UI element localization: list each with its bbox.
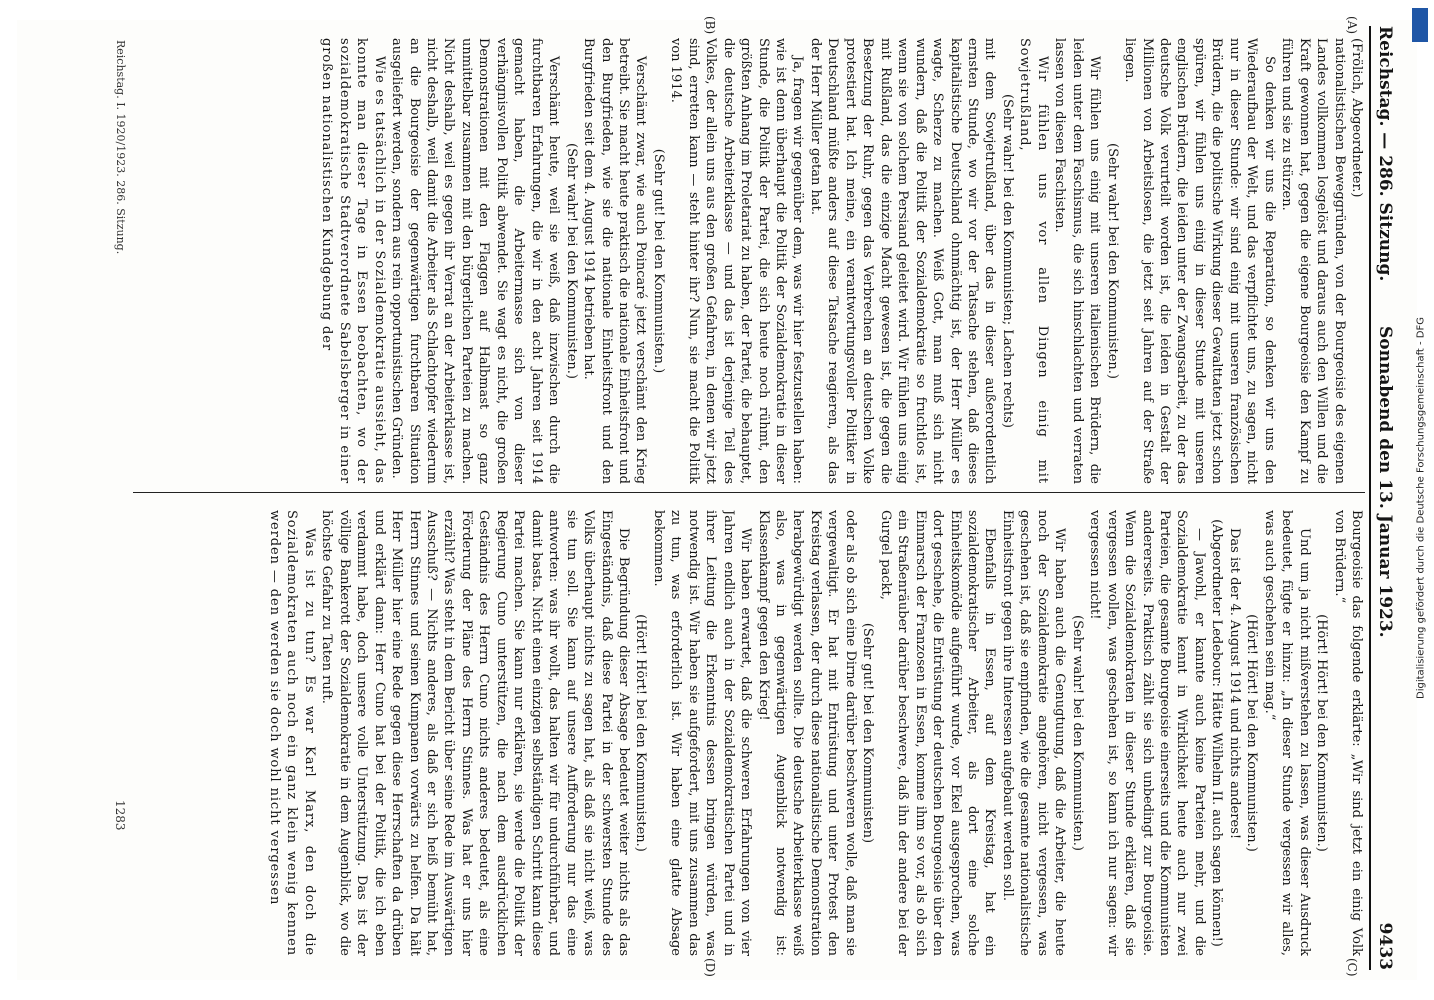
paragraph: Die Begründung dieser Absage bedeutet weiter nichts als das Eingeständnis, daß diese Partei in der schwersten Stunde des Volks überhaupt nichts zu sagen hat, als daß sie nicht weiß, was sie tun soll. Sie kann auf unsere Aufforderung nur das eine antworten: was ihr wollt, das halten wir für undurchführbar, und damit basta. Nicht einen einzigen selbständigen Schritt kann diese Partei machen. Sie kann nur erklären, sie werde die Politik der Regierung Cuno unterstützen, die nach dem ausdrücklichen Geständnis des Herrn Cuno nichts anderes bedeutet, als eine Förderung der Pläne des Herrn Stinnes. Was hat er uns hier erzählt? Was steht in dem Bericht über seine Rede im Auswärtigen Ausschuß? — Nichts anderes, als daß er sich heiß bemüht hat, Herrn Stinnes und seinen Kumpanen vorwärts zu helfen. Da hält Herr Müller hier eine Rede gegen diese Herrschaften da drüben und erklärt dann: Herr Cuno hat bei der Politik, die ich eben verdammt habe, doch unsere volle Unterstützung. Das ist der völlige Bankerott der Sozialdemokratie in dem Augenblick, wo die höchste Gefahr zu Taten ruft.	[319, 510, 631, 956]
interjection: (Hört! Hört! bei den Kommunisten.)	[1314, 614, 1330, 852]
page-number: 9433	[1375, 922, 1395, 970]
paragraph: Bourgeoisie das folgende erklärte: „Wir sind jetzt ein einig Volk von Brüdern.“	[1331, 510, 1364, 956]
footer-left: Reichstag. I. 1920/1923. 286. Sitzung.	[114, 40, 127, 255]
column-divider	[133, 492, 1365, 493]
interjection: (Sehr wahr! bei den Kommunisten.)	[1104, 143, 1120, 379]
paragraph: Verschämt zwar, wie auch Poincaré jetzt verschämt den Krieg betreibt. Sie macht heute praktisch die nationale Einheitsfront und den Burgfrieden, wie sie die nationale Einheitsfront und den Burgfrieden seit dem 4. August 1914 betrieben hat.	[581, 38, 649, 484]
paragraph: Wir fühlen uns einig mit unseren italienischen Brüdern, die leiden unter dem Faschismus, die sich hinschlachten und verraten lassen von diesen Faschisten.	[1052, 38, 1103, 484]
margin-marker-a: (A)	[1345, 16, 1359, 35]
interjection: (Hört! Hört! bei den Kommunisten.)	[633, 614, 649, 852]
margin-marker-b: (B)	[703, 16, 717, 35]
paragraph: (Frölich, Abgeordneter.)	[1349, 38, 1364, 198]
paragraph: Ja, fragen wir gegenüber dem, was wir hier festzustellen haben: wie ist denn überhaupt die Politik der Sozialdemokratie in dieser Stunde, die Politik der Partei, die sich heute noch rühmt, den größten Anhang im Proletariat zu haben, der Partei, die behauptet, die deutsche Arbeiterklasse — und das ist derjenige Teil des Volkes, der allein uns aus den großen Gefahren, in denen wir jetzt sind, erretten kann — steht hinter ihr? Nun, sie macht die Politik von 1914.	[668, 38, 806, 484]
paragraph: Wir haben erwartet, daß die schweren Erfahrungen von vier Jahren endlich auch in der Sozialdemokratischen Partei und in ihrer Leitung die Erkenntnis dessen bringen würden, was notwendig ist. Wir haben sie aufgefordert, mit uns zusammen das zu tun, was erforderlich ist. Wir haben eine glatte Absage bekommen.	[650, 510, 754, 956]
paragraph: mit dem Sowjetrußland, über das in dieser außerordentlich ernsten Stunde, wo wir vor der Tatsache stehen, daß dieses kapitalistische Deutschland ohnmächtig ist, der Herr Müller es wagte, Scherze zu machen. Weiß Gott, man muß sich nicht wundern, daß die Politik der Sozialdemokratie so fruchtlos ist, wenn sie von solchem Persiand geleitet wird. Wir fühlen uns einig mit Rußland, das die einzige Macht gewesen ist, die gegen die Besetzung der Ruhr, gegen das Verbrechen an deutschen Volke protestiert hat. Ich meine, ein verantwortungsvoller Politiker in Deutschland müßte anders auf diese Tatsache reagieren, als das der Herr Müller getan hat.	[807, 38, 998, 484]
paragraph: Wir fühlen uns vor allen Dingen einig mit Sowjetrußland,	[1017, 38, 1050, 484]
header-left: Reichstag. — 286. Sitzung.	[1375, 26, 1395, 282]
paragraph: Verschämt heute, weil sie weiß, daß inzwischen durch die furchtbaren Erfahrungen, die wir in den acht Jahren seit 1914 gemacht haben, die Arbeitermasse sich von dieser verhängnisvollen Politik abwendet. Sie wagt es nicht, die großen Demonstrationen mit den Flaggen auf Halbmast so ganz unmittelbar zusammen mit den bürgerlichen Parteien zu machen. Nicht deshalb, weil es gegen ihr Verrat an der Arbeiterklasse ist, nicht deshalb, weil damit die Arbeiter als Schlachtopfer wiederum an die Bourgeoisie der gegenwärtigen furchtbaren Situation ausgeliefert werden, sondern aus rein opportunistischen Gründen.	[389, 38, 562, 484]
margin-marker-d: (D)	[703, 958, 717, 977]
text-column-right	[133, 510, 1365, 956]
dfg-credit-text: Digitalisierung gefördert durch die Deutsche Forschungsgemeinschaft - DFG	[1415, 316, 1427, 700]
paragraph: Was ist zu tun? Es war Karl Marx, den doch die Sozialdemokraten auch noch ein ganz klein wenig kennen werden — den werden sie doch wohl nicht vergessen	[266, 510, 317, 956]
interjection: (Sehr gut! bei den Kommunisten.)	[650, 148, 666, 374]
paragraph: — Jawohl, er kannte auch keine Parteien mehr, und die Sozialdemokratie kennt in Wirklichkeit heute auch nur zwei Parteien, die gesamte Bourgeoisie einerseits und die Kommunisten andererseits. Praktisch zählt sie sich unbedingt zur Bourgeoisie. Wenn die Sozialdemokraten in dieser Stunde erklären, daß sie vergessen wollen, was geschehen ist, so kann ich nur sagen: wir vergessen nicht!	[1087, 510, 1207, 956]
dfg-sidebar	[1410, 8, 1432, 992]
interjection: (Abgeordneter Ledebour: Hätte Wilhelm II. auch sagen können!)	[1209, 519, 1225, 947]
footer-page-number: 1283	[113, 800, 127, 831]
paragraph: nationalistischen Beweggründen, von der Bourgeoisie des eigenen Landes vollkommen losgelöst und daraus auch den Willen und die Kraft gewonnen hat, gegen die eigene Bourgeoisie den Kampf zu führen und sie zu stürzen.	[1279, 38, 1347, 484]
header-center: Sonnabend den 13. Januar 1923.	[1375, 326, 1395, 638]
paragraph: Das ist der 4. August 1914 und nichts anderes!	[1226, 528, 1242, 840]
interjection: (Sehr wahr! bei den Kommunisten.)	[1069, 615, 1085, 851]
page-header	[1369, 26, 1403, 970]
paragraph: So denken wir uns die Reparation, so denken wir uns den Wiederaufbau der Welt, und das verpflichtet uns, zu sagen, nicht nur in dieser Stunde: wir sind einig mit unseren französischen Brüdern, die die politische Wirkung dieser Gewalttaten jetzt schon spüren, wir fühlen uns einig in dieser Stunde mit unseren englischen Brüdern, die leiden unter der Zwangsarbeit, zu der das deutsche Volk verurteilt worden ist, die leiden in Gestalt der Millionen von Arbeitslosen, die jetzt seit Jahren auf der Straße liegen.	[1122, 38, 1277, 484]
margin-marker-c: (C)	[1345, 958, 1359, 977]
paragraph: oder als ob sich eine Dirne darüber beschweren wolle, daß man sie vergewaltigt. Er hat mit Entrüstung und unter Protest den Kreistag verlassen, der durch diese nationalistische Demonstration herabgewürdigt werden sollte. Die deutsche Arbeiterklasse weiß also, was in gegenwärtigen Augenblick notwendig ist: Klassenkampf gegen den Krieg!	[755, 510, 858, 956]
interjection: (Sehr gut! bei den Kommunisten)	[860, 622, 876, 844]
paragraph: Wir haben auch die Genugtuung, daß die Arbeiter, die heute noch der Sozialdemokratie angehören, nicht vergessen, was geschehen ist, daß sie empfinden, wie die gesamte nationalistische Einheitsfront gegen ihre Interessen aufgebaut werden soll.	[999, 510, 1068, 956]
paragraph: Ebenfalls in Essen, auf dem Kreistag, hat ein sozialdemokratischer Arbeiter, als dort eine solche Einheitskomödie aufgeführt wurde, vor Ekel ausgesprochen, was dort geschehe, die Entrüstung der deutschen Bourgeoisie über den Einmarsch der Franzosen in Essen, komme ihm so vor, als ob sich ein Straßenräuber darüber beschwere, daß ihn der andere bei der Gurgel packt,	[877, 510, 998, 956]
interjection: (Sehr wahr! bei den Kommunisten; Lachen rechts)	[999, 93, 1015, 429]
paragraph: Wie es tatsächlich in der Sozialdemokratie aussieht, das konnte man dieser Tage in Essen beobachten, wo der sozialdemokratische Stadtverordnete Sabelsberger in einer großen nationalistischen Kundgebung der	[319, 38, 387, 484]
document-page	[17, 16, 1417, 980]
interjection: (Hört! Hört! bei den Kommunisten.)	[1244, 614, 1260, 852]
interjection: (Sehr wahr! bei den Kommunisten.)	[563, 143, 579, 379]
text-column-left	[133, 38, 1365, 484]
paragraph: Und um ja nicht mißverstehen zu lassen, was dieser Ausdruck bedeutet, fügte er hinzu: „In dieser Stunde vergessen wir alles, was auch geschehen sein mag.“	[1261, 510, 1312, 956]
dfg-logo	[1412, 8, 1428, 42]
